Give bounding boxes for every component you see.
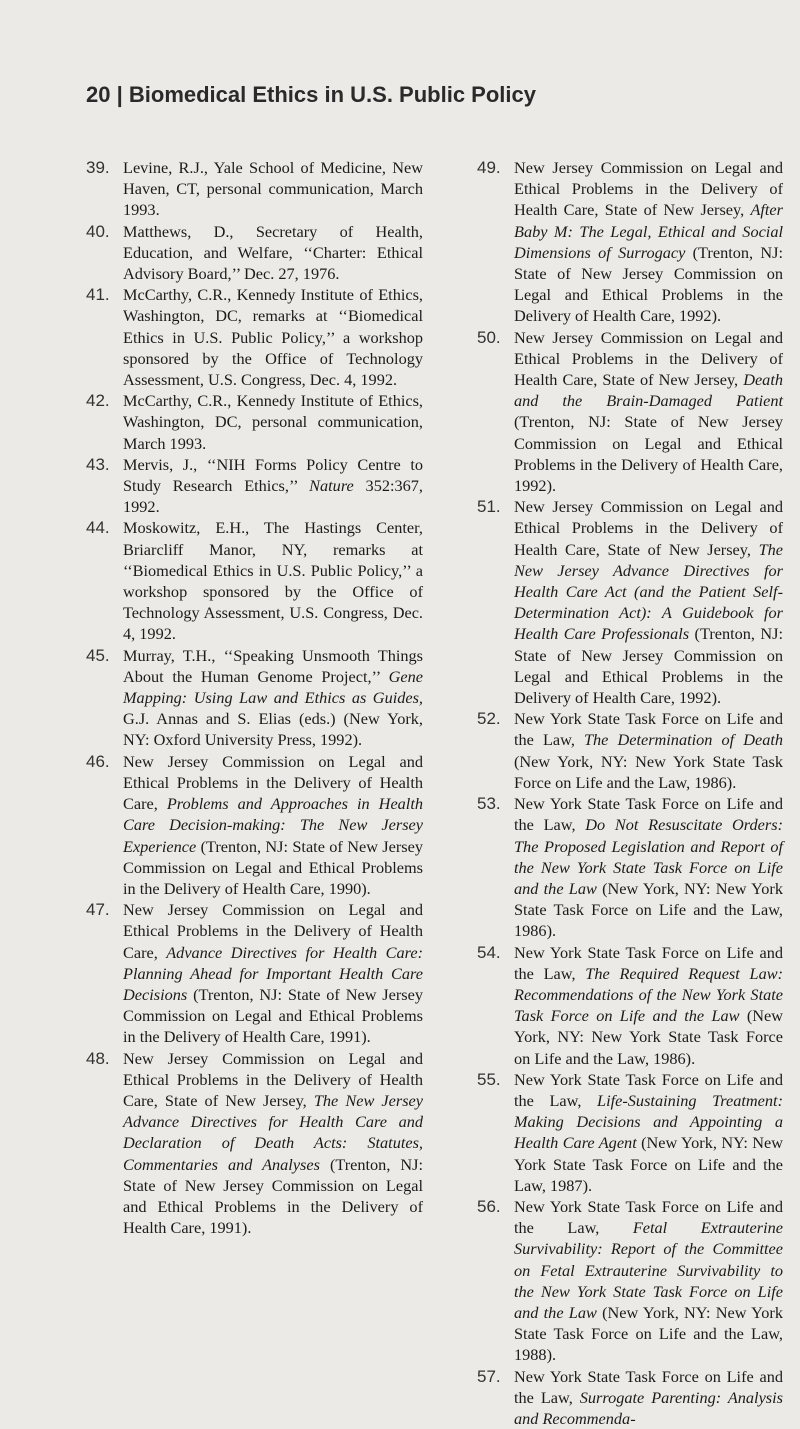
reference-segment: New York State Task Force on Life and the Law, — [514, 1366, 783, 1407]
reference-number: 41. — [86, 285, 110, 305]
reference-text — [123, 454, 423, 518]
left-column — [86, 157, 423, 1238]
reference-number: 43. — [86, 454, 110, 474]
reference-item — [86, 454, 423, 518]
reference-segment: (New York, NY: New York State Task Force on Life and the Law, 1986). — [514, 878, 783, 941]
reference-text — [514, 327, 783, 497]
reference-title: Advance Directives for Health Care: Planning Ahead for Important Health Care Decisions — [123, 942, 423, 1004]
reference-segment: Mervis, J., ‘‘NIH Forms Policy Centre to Study Research Ethics,’’ — [123, 454, 423, 496]
reference-text — [123, 751, 423, 899]
reference-item — [477, 1366, 783, 1429]
reference-title: The Required Request Law: Recommendations of the New York State Task Force on Life and the Law — [514, 963, 783, 1026]
reference-item — [477, 942, 783, 1069]
reference-item — [477, 708, 783, 793]
reference-segment: (Trenton, NJ: State of New Jersey Commission on Legal and Ethical Problems in the Delivery of Health Care, 1992). — [514, 242, 783, 326]
reference-number: 51. — [477, 497, 501, 517]
reference-number: 40. — [86, 221, 110, 241]
reference-text — [514, 1196, 783, 1366]
reference-segment: New York State Task Force on Life and the Law, — [514, 1196, 783, 1238]
reference-number: 55. — [477, 1069, 501, 1089]
reference-segment: New York State Task Force on Life and the Law, — [514, 1069, 783, 1110]
reference-title: Life-Sustaining Treatment: Making Decisions and Appointing a Health Care Agent — [514, 1090, 783, 1153]
reference-segment: New York State Task Force on Life and the Law, — [514, 709, 783, 750]
reference-title: Problems and Approaches in Health Care Decision-making: The New Jersey Experience — [123, 794, 423, 856]
reference-segment: New Jersey Commission on Legal and Ethical Problems in the Delivery of Health Care, State of New Jersey, — [514, 497, 783, 559]
running-title: Biomedical Ethics in U.S. Public Policy — [128, 82, 536, 107]
reference-item — [477, 1196, 783, 1366]
reference-title: Do Not Resuscitate Orders: The Proposed Legislation and Report of the New York State Task Force on Life and the Law — [514, 815, 783, 898]
reference-segment: (Trenton, NJ: State of New Jersey Commission on Legal and Ethical Problems in the Delivery of Health Care, 1992). — [514, 624, 783, 708]
reference-title: The New Jersey Advance Directives for Health Care Act (and the Patient Self-Determination Act): A Guidebook for Health Care Professionals — [514, 539, 783, 644]
reference-text — [123, 1048, 423, 1239]
reference-item — [86, 645, 423, 751]
reference-text — [123, 899, 423, 1047]
reference-title: Surrogate Parenting: Analysis and Recommenda- — [514, 1387, 783, 1428]
reference-item — [86, 517, 423, 644]
reference-item — [86, 390, 423, 454]
reference-title: Fetal Extrauterine Survivability: Report of the Committee on Fetal Extrauterine Survivability to the New York State Task Force on Life and the Law — [514, 1218, 783, 1322]
reference-segment: New Jersey Commission on Legal and Ethical Problems in the Delivery of Health Care, — [123, 751, 423, 814]
reference-item — [477, 793, 783, 941]
reference-number: 54. — [477, 942, 501, 962]
reference-number: 42. — [86, 391, 110, 411]
reference-title: The Determination of Death — [583, 730, 783, 750]
reference-segment: (Trenton, NJ: State of New Jersey Commission on Legal and Ethical Problems in the Delivery of Health Care, 1991). — [123, 984, 423, 1047]
reference-text — [514, 793, 783, 941]
reference-segment: McCarthy, C.R., Kennedy Institute of Ethics, Washington, DC, personal communication, March 1993. — [123, 391, 423, 453]
reference-segment: G.J. Annas and S. Elias (eds.) (New York, NY: Oxford University Press, 1992). — [123, 709, 423, 750]
reference-item — [86, 157, 423, 221]
reference-title: After Baby M: The Legal, Ethical and Social Dimensions of Surrogacy — [514, 200, 783, 262]
reference-item — [86, 899, 423, 1047]
reference-item — [477, 327, 783, 497]
reference-segment: (New York, NY: New York State Task Force on Life and the Law, 1986). — [514, 751, 783, 792]
reference-text — [514, 1366, 783, 1429]
reference-segment: New Jersey Commission on Legal and Ethical Problems in the Delivery of Health Care, State of New Jersey, — [514, 327, 783, 390]
page-number: 20 — [86, 82, 111, 107]
reference-number: 50. — [477, 327, 501, 347]
reference-number: 46. — [86, 751, 110, 771]
reference-text — [514, 942, 783, 1069]
reference-item — [477, 496, 783, 708]
reference-segment: (Trenton, NJ: State of New Jersey Commission on Legal and Ethical Problems in the Delivery of Health Care, 1991). — [123, 1154, 423, 1238]
reference-segment: New Jersey Commission on Legal and Ethical Problems in the Delivery of Health Care, State of New Jersey, — [123, 1048, 423, 1110]
reference-text — [123, 390, 423, 454]
reference-number: 45. — [86, 645, 110, 665]
reference-number: 52. — [477, 709, 501, 729]
header-separator: | — [110, 82, 129, 107]
reference-title: Nature — [309, 476, 354, 496]
reference-segment: McCarthy, C.R., Kennedy Institute of Ethics, Washington, DC, remarks at ‘‘Biomedical Ethics in U.S. Public Policy,’’ a workshop sponsored by the Office of Technology Assessment, U.S. Congress, Dec. 4, 1992. — [123, 285, 423, 390]
reference-segment: New Jersey Commission on Legal and Ethical Problems in the Delivery of Health Care, — [123, 900, 423, 962]
reference-number: 48. — [86, 1048, 110, 1068]
reference-item — [86, 751, 423, 899]
reference-item — [86, 1048, 423, 1239]
reference-number: 53. — [477, 794, 501, 814]
reference-text — [123, 645, 423, 751]
reference-segment: Matthews, D., Secretary of Health, Education, and Welfare, ‘‘Charter: Ethical Advisory Board,’’ Dec. 27, 1976. — [123, 221, 423, 284]
reference-text — [514, 157, 783, 327]
reference-segment: Murray, T.H., ‘‘Speaking Unsmooth Things About the Human Genome Project,’’ — [123, 645, 423, 686]
reference-text — [123, 284, 423, 390]
reference-item — [477, 1069, 783, 1196]
reference-segment: Levine, R.J., Yale School of Medicine, New Haven, CT, personal communication, March 1993. — [123, 158, 423, 220]
reference-item — [477, 157, 783, 327]
reference-number: 47. — [86, 900, 110, 920]
reference-segment: New York State Task Force on Life and the Law, — [514, 942, 783, 983]
reference-segment: (Trenton, NJ: State of New Jersey Commission on Legal and Ethical Problems in the Delivery of Health Care, 1990). — [123, 836, 423, 898]
reference-title: The New Jersey Advance Directives for Health Care and Declaration of Death Acts: Statutes, Commentaries and Analyses — [123, 1090, 423, 1174]
reference-segment: Moskowitz, E.H., The Hastings Center, Briarcliff Manor, NY, remarks at ‘‘Biomedical Ethics in U.S. Public Policy,’’ a workshop sponsored by the Office of Technology Assessment, U.S. Congress, Dec. 4, 1992. — [123, 518, 423, 644]
reference-segment: 352:367, 1992. — [123, 476, 423, 517]
reference-text — [514, 708, 783, 793]
reference-number: 57. — [477, 1366, 501, 1386]
reference-number: 56. — [477, 1196, 501, 1216]
reference-text — [514, 496, 783, 708]
reference-item — [86, 284, 423, 390]
reference-text — [123, 221, 423, 285]
running-head — [86, 82, 536, 108]
reference-title: Death and the Brain-Damaged Patient — [514, 370, 783, 411]
reference-segment: (New York, NY: New York State Task Force on Life and the Law, 1986). — [514, 1006, 783, 1068]
reference-segment: (New York, NY: New York State Task Force on Life and the Law, 1987). — [514, 1133, 783, 1195]
reference-number: 44. — [86, 518, 110, 538]
reference-number: 49. — [477, 158, 501, 177]
reference-item — [86, 221, 423, 285]
reference-text — [123, 157, 423, 221]
reference-segment: (New York, NY: New York State Task Force on Life and the Law, 1988). — [514, 1302, 783, 1365]
reference-title: Gene Mapping: Using Law and Ethics as Guides, — [123, 666, 423, 708]
reference-segment: New York State Task Force on Life and the Law, — [514, 794, 783, 835]
reference-segment: New Jersey Commission on Legal and Ethical Problems in the Delivery of Health Care, State of New Jersey, — [514, 158, 783, 220]
reference-number: 39. — [86, 158, 110, 177]
reference-text — [123, 517, 423, 644]
right-column — [477, 157, 783, 1429]
reference-segment: (Trenton, NJ: State of New Jersey Commission on Legal and Ethical Problems in the Delivery of Health Care, 1992). — [514, 412, 783, 496]
reference-text — [514, 1069, 783, 1196]
